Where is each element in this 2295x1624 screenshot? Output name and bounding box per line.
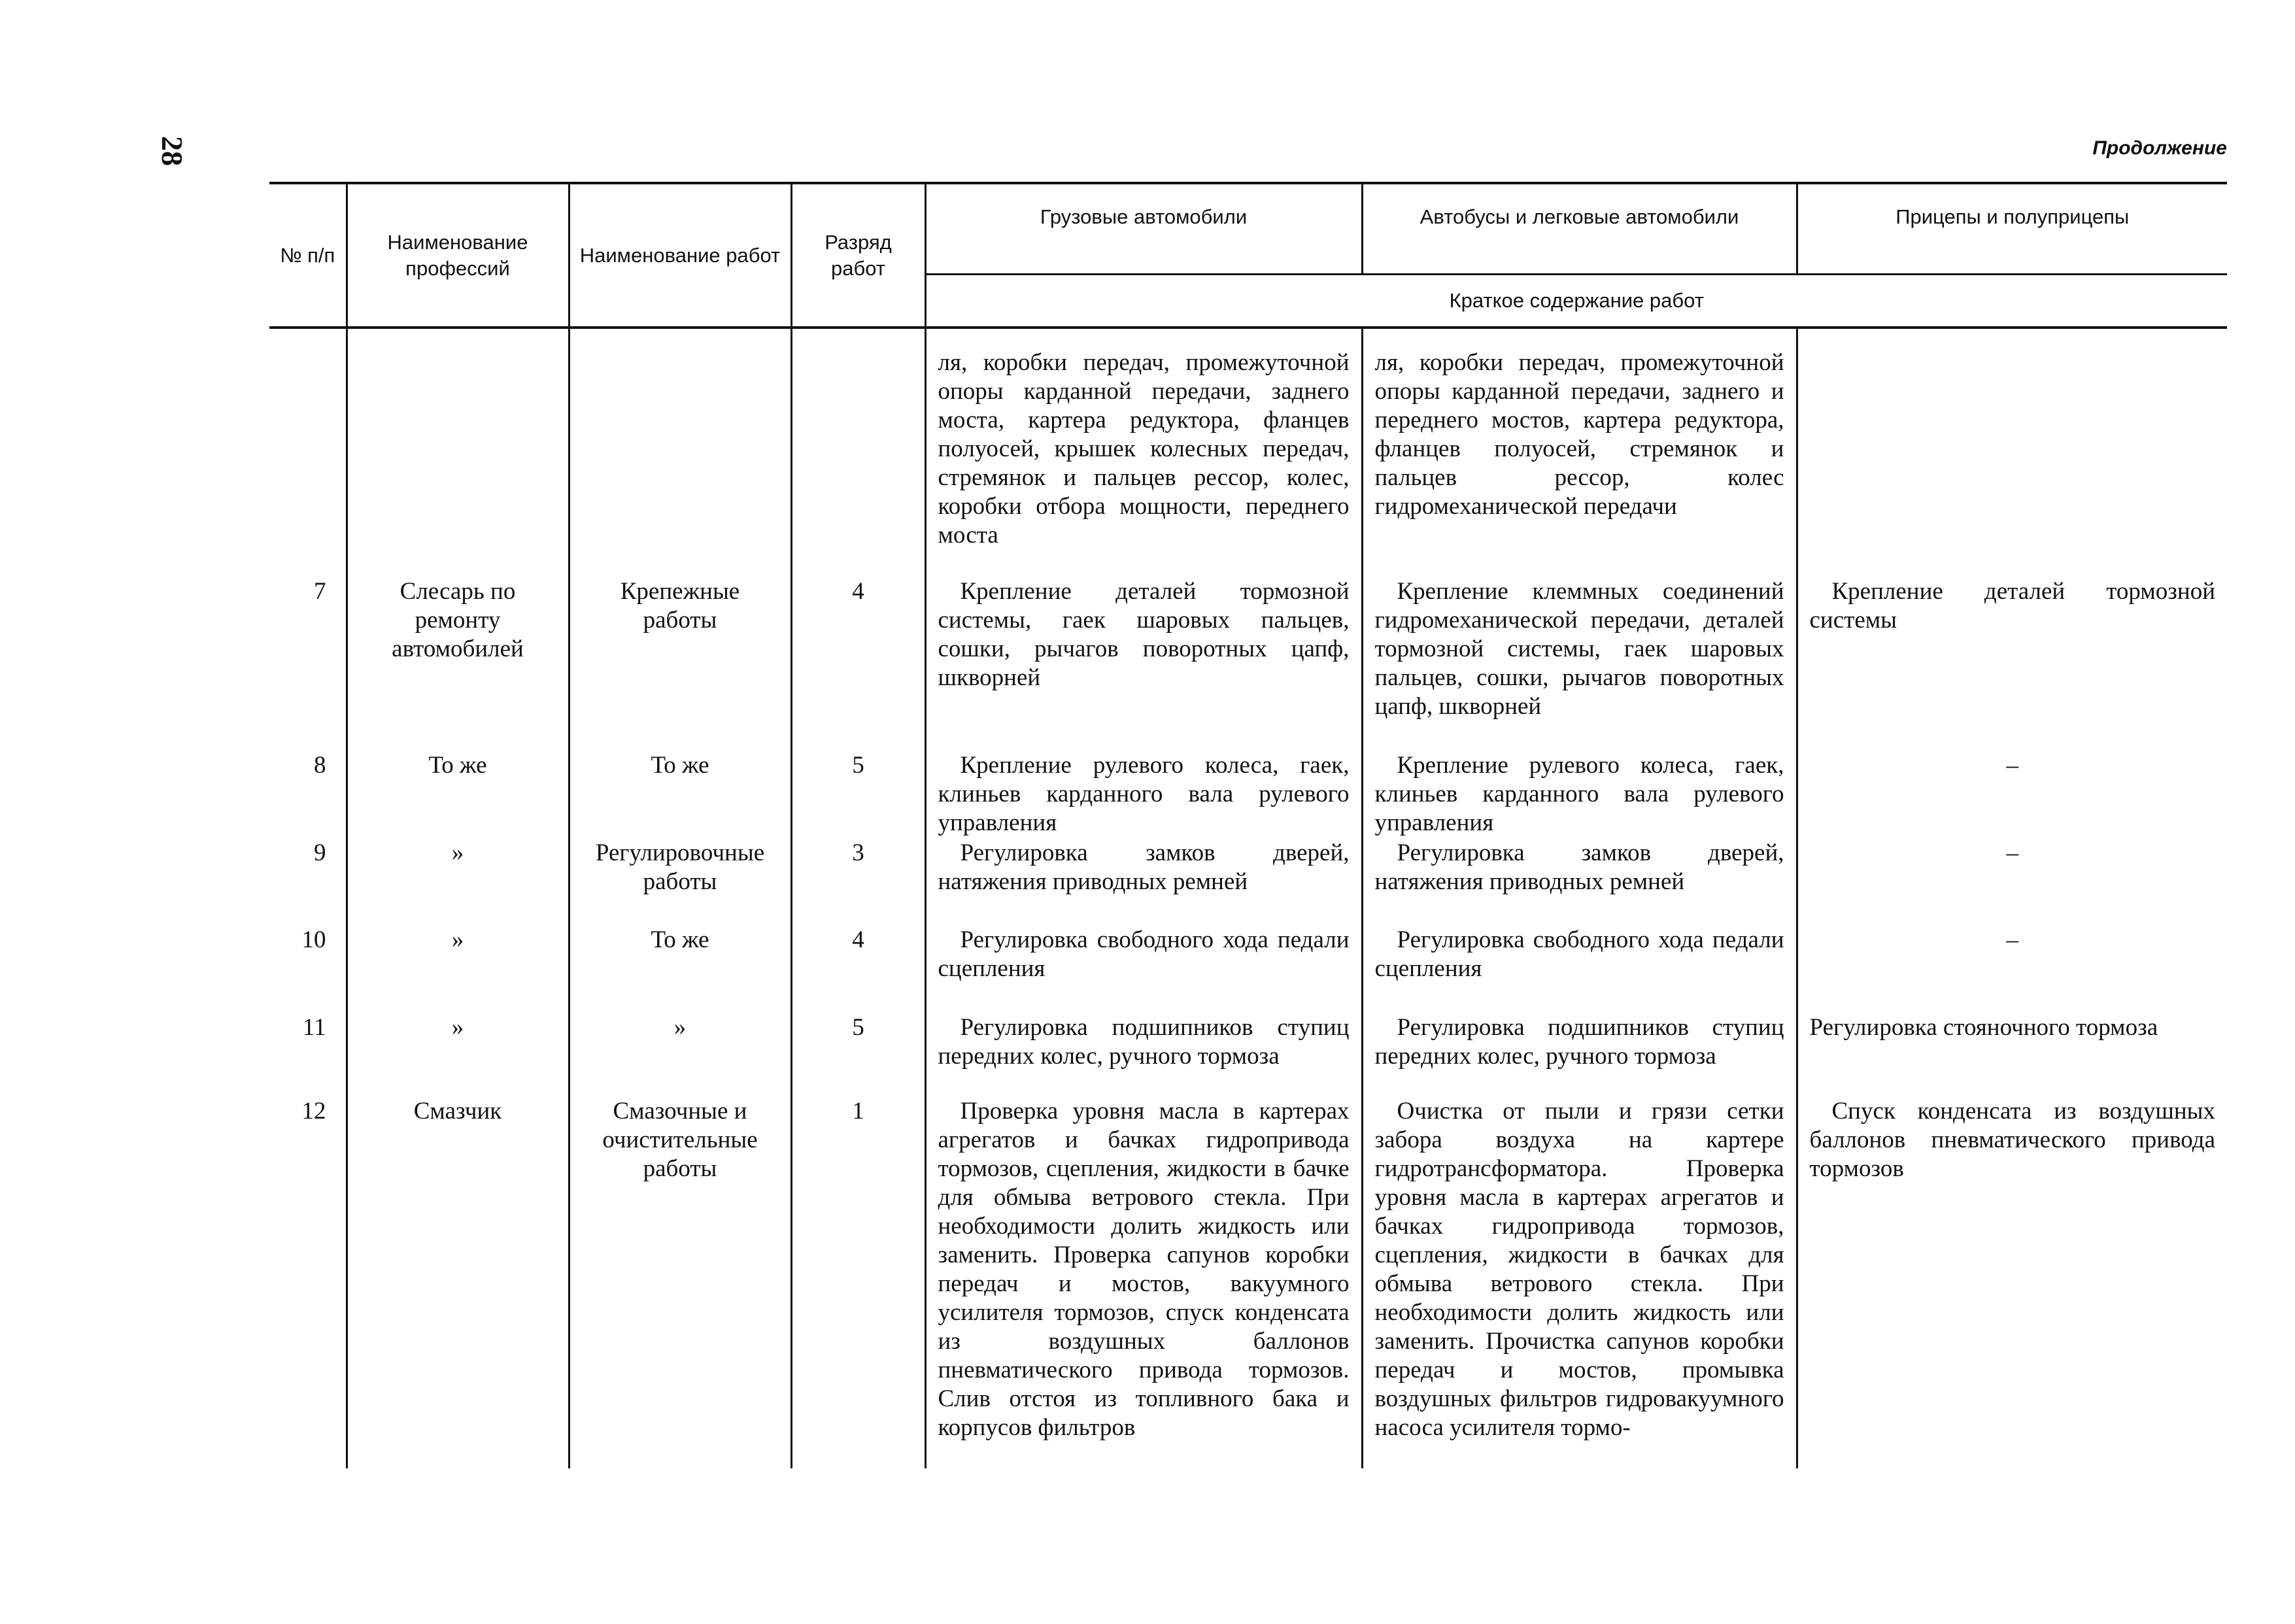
row-trailers: Регулировка стояночного тормоза xyxy=(1797,1013,2227,1097)
row-profession: Смазчик xyxy=(347,1097,569,1442)
table-tail xyxy=(269,1442,2227,1468)
row-work-name: Крепежные работы xyxy=(569,577,791,751)
row-grade: 3 xyxy=(791,839,925,926)
row-buses: Очистка от пыли и грязи сетки забора воздуха на картере гидротрансформатора. Проверка уровня масла в картерах агрегатов и бачках гидропривода тормозов, сцепления, жидкости в бачках для обмыва ветрового стекла. При необходимости долить жидкость или заменить. Прочистка сапунов коробки передач и мостов, промывка воздушных фильтров гидровакуумного насоса усилителя тормо- xyxy=(1362,1097,1797,1442)
page-number: 28 xyxy=(156,136,189,166)
header-trailers: Прицепы и полуприцепы xyxy=(1797,183,2227,275)
table-header xyxy=(269,183,2227,328)
row-profession xyxy=(347,348,569,577)
header-buses: Автобусы и легковые автомобили xyxy=(1362,183,1797,275)
row-num: 9 xyxy=(269,839,347,926)
row-trailers: – xyxy=(1797,839,2227,926)
table-row xyxy=(269,926,2227,1013)
row-work-name: Смазочные и очистительные работы xyxy=(569,1097,791,1442)
table-row xyxy=(269,1097,2227,1442)
row-buses: Крепление рулевого колеса, гаек, клиньев карданного вала рулевого управления xyxy=(1362,751,1797,839)
row-grade xyxy=(791,348,925,577)
header-num: № п/п xyxy=(269,183,347,328)
header-profession: Наименование профессий xyxy=(347,183,569,328)
row-trailers: – xyxy=(1797,926,2227,1013)
row-num: 10 xyxy=(269,926,347,1013)
row-trailers xyxy=(1797,348,2227,577)
row-num: 8 xyxy=(269,751,347,839)
row-profession: » xyxy=(347,926,569,1013)
header-trucks: Грузовые автомобили xyxy=(925,183,1362,275)
row-work-name xyxy=(569,348,791,577)
row-buses: Регулировка подшипников ступиц передних колес, ручного тормоза xyxy=(1362,1013,1797,1097)
row-trailers: Крепление деталей тормозной системы xyxy=(1797,577,2227,751)
row-work-name: То же xyxy=(569,926,791,1013)
row-num: 12 xyxy=(269,1097,347,1442)
row-buses: ля, коробки передач, промежуточной опоры карданной передачи, заднего и переднего мостов, картера редуктора, фланцев полуосей, стремянок и пальцев рессор, колес гидромеханической передачи xyxy=(1362,348,1797,577)
row-grade: 1 xyxy=(791,1097,925,1442)
table-row xyxy=(269,577,2227,751)
row-trailers: – xyxy=(1797,751,2227,839)
work-register-table xyxy=(269,182,2227,1468)
row-trucks: Проверка уровня масла в картерах агрегатов и бачках гидропривода тормозов, сцепления, жидкости в бачке для обмыва ветрового стекла. При необходимости долить жидкость или заменить. Проверка сапунов коробки передач и мостов, вакуумного усилителя тормозов, спуск конденсата из воздушных баллонов пневматического привода тормозов. Слив отстоя из топливного бака и корпусов фильтров xyxy=(925,1097,1362,1442)
row-trucks: Регулировка свободного хода педали сцепления xyxy=(925,926,1362,1013)
row-trucks: Крепление рулевого колеса, гаек, клиньев карданного вала рулевого управления xyxy=(925,751,1362,839)
row-work-name: То же xyxy=(569,751,791,839)
header-grade: Разряд работ xyxy=(791,183,925,328)
header-work-name: Наименование работ xyxy=(569,183,791,328)
table-row xyxy=(269,348,2227,577)
row-buses: Крепление клеммных соединений гидромеханической передачи, деталей тормозной системы, гаек шаровых пальцев, сошки, рычагов поворотных цапф, шкворней xyxy=(1362,577,1797,751)
table-row xyxy=(269,839,2227,926)
row-trucks: Крепление деталей тормозной системы, гаек шаровых пальцев, сошки, рычагов поворотных цапф, шкворней xyxy=(925,577,1362,751)
row-profession: » xyxy=(347,1013,569,1097)
row-buses: Регулировка замков дверей, натяжения приводных ремней xyxy=(1362,839,1797,926)
row-grade: 5 xyxy=(791,1013,925,1097)
row-trucks: ля, коробки передач, промежуточной опоры карданной передачи, заднего моста, картера редуктора, фланцев полуосей, крышек колесных передач, стремянок и пальцев рессор, колес, коробки отбора мощности, переднего моста xyxy=(925,348,1362,577)
row-num xyxy=(269,348,347,577)
row-trailers: Спуск конденсата из воздушных баллонов пневматического привода тормозов xyxy=(1797,1097,2227,1442)
table-body xyxy=(269,328,2227,1468)
table-row xyxy=(269,751,2227,839)
continuation-label: Продолжение xyxy=(2092,137,2227,159)
row-num: 11 xyxy=(269,1013,347,1097)
row-grade: 5 xyxy=(791,751,925,839)
row-buses: Регулировка свободного хода педали сцепления xyxy=(1362,926,1797,1013)
row-grade: 4 xyxy=(791,926,925,1013)
row-num: 7 xyxy=(269,577,347,751)
row-work-name: » xyxy=(569,1013,791,1097)
table-spacer xyxy=(269,328,2227,348)
row-work-name: Регулировочные работы xyxy=(569,839,791,926)
header-brief-content: Краткое содержание работ xyxy=(925,275,2227,328)
row-profession: » xyxy=(347,839,569,926)
row-grade: 4 xyxy=(791,577,925,751)
table-row xyxy=(269,1013,2227,1097)
row-profession: Слесарь по ремонту автомобилей xyxy=(347,577,569,751)
row-profession: То же xyxy=(347,751,569,839)
row-trucks: Регулировка подшипников ступиц передних колес, ручного тормоза xyxy=(925,1013,1362,1097)
row-trucks: Регулировка замков дверей, натяжения приводных ремней xyxy=(925,839,1362,926)
